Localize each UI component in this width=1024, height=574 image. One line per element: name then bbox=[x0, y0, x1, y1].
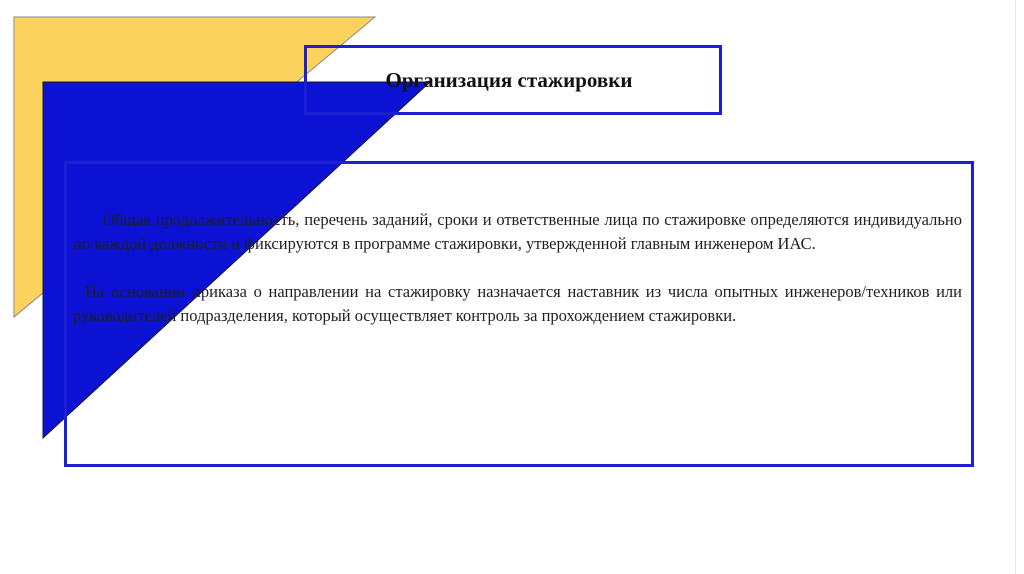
slide-edge-divider bbox=[1015, 0, 1016, 574]
paragraph-internship-duration: Общая продолжительность, перечень заданий, сроки и ответственные лица по стажировке определяются индивидуально по каждой должности и фиксируются в программе стажировки, утвержденной главным инженером ИАС. bbox=[73, 210, 962, 253]
content-text bbox=[73, 208, 962, 328]
paragraph-mentor-assignment: На основании приказа о направлении на стажировку назначается наставник из числа опытных инженеров/техников или руководителей подразделения, который осуществляет контроль за прохождением стажировки. bbox=[73, 282, 962, 325]
slide-title: Организация стажировки bbox=[385, 67, 633, 92]
title-box bbox=[304, 45, 722, 115]
